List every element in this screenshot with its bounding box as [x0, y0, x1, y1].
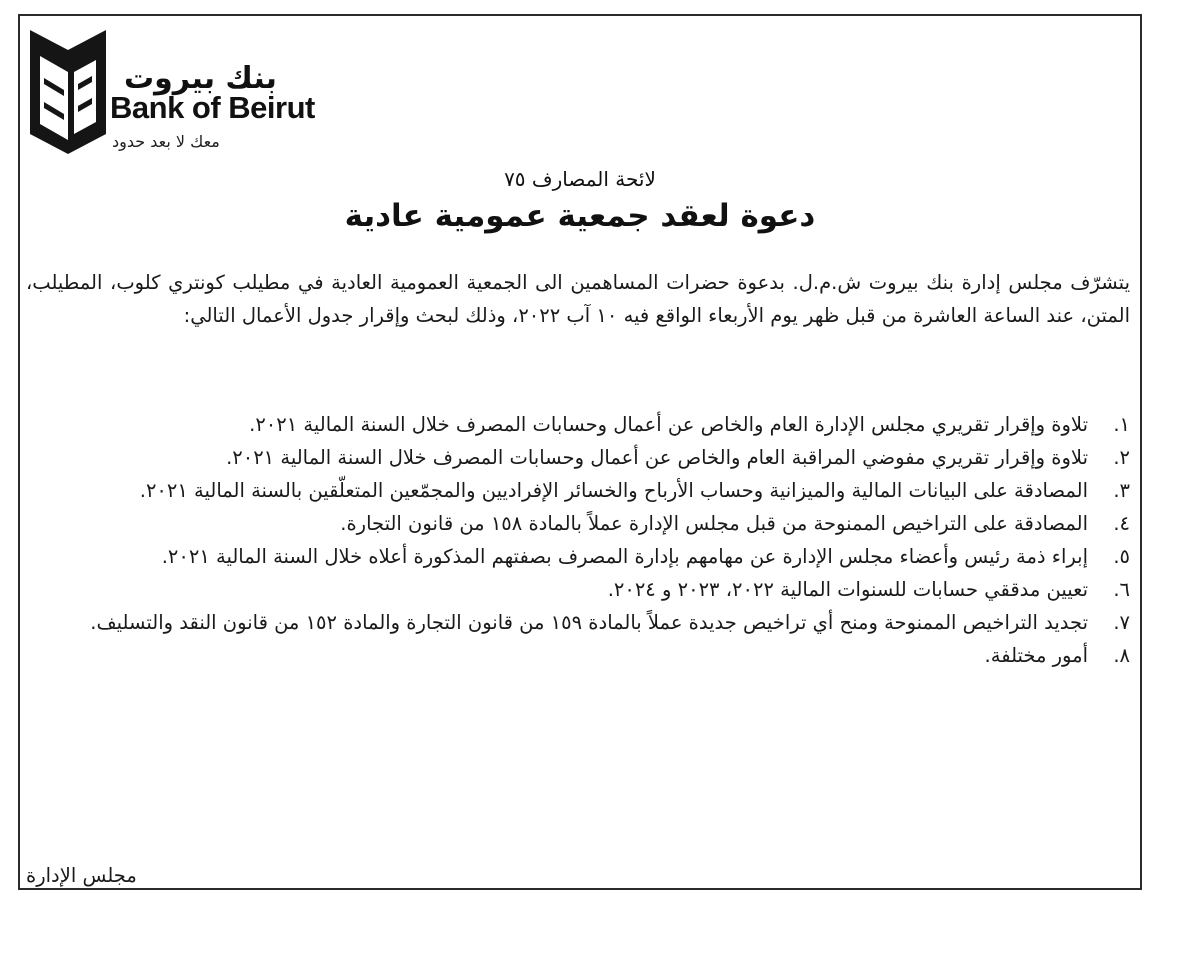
circular-reference: لائحة المصارف ٧٥ [504, 167, 656, 191]
agenda-text: أمور مختلفة. [984, 644, 1088, 667]
agenda-text: تلاوة وإقرار تقريري مجلس الإدارة العام والخاص عن أعمال وحسابات المصرف خلال السنة المالية ٢٠٢١. [249, 413, 1088, 436]
agenda-item [26, 639, 1130, 672]
agenda-item [26, 408, 1130, 441]
agenda-number: ٤. [1113, 512, 1130, 535]
agenda-text: تعيين مدققي حسابات للسنوات المالية ٢٠٢٢، ٢٠٢٣ و ٢٠٢٤. [607, 578, 1088, 601]
agenda-item [26, 540, 1130, 573]
logo-arabic-name: بنك بيروت [124, 61, 277, 96]
notice-header [20, 166, 1140, 238]
logo-tagline: معك لا بعد حدود [112, 132, 220, 151]
agenda-text: تجديد التراخيص الممنوحة ومنح أي تراخيص جديدة عملاً بالمادة ١٥٩ من قانون التجارة والمادة ١٥٢ من قانون النقد والتسليف. [90, 611, 1088, 634]
intro-paragraph: يتشرّف مجلس إدارة بنك بيروت ش.م.ل. بدعوة حضرات المساهمين الى الجمعية العمومية العادية في مطيلب كونتري كلوب، المطيلب، المتن، عند الساعة العاشرة من قبل ظهر يوم الأربعاء الواقع فيه ١٠ آب ٢٠٢٢، وذلك لبحث وإقرار جدول الأعمال التالي: [26, 271, 1130, 327]
agenda-number: ٨. [1113, 644, 1130, 667]
notice-frame [18, 14, 1142, 890]
agenda-item [26, 507, 1130, 540]
agenda-number: ٢. [1113, 446, 1130, 469]
bank-of-beirut-logo-mark-icon [28, 22, 108, 162]
agenda-number: ١. [1113, 413, 1130, 436]
signature-board: مجلس الإدارة [26, 864, 137, 887]
agenda-item [26, 606, 1130, 639]
agenda-number: ٧. [1113, 611, 1130, 634]
agenda-text: المصادقة على البيانات المالية والميزانية وحساب الأرباح والخسائر الإفراديين والمجمّعين المتعلّقين بالسنة المالية ٢٠٢١. [139, 479, 1088, 502]
agenda-number: ٦. [1113, 578, 1130, 601]
agenda-number: ٣. [1113, 479, 1130, 502]
agenda-text: المصادقة على التراخيص الممنوحة من قبل مجلس الإدارة عملاً بالمادة ١٥٨ من قانون التجارة. [340, 512, 1088, 535]
logo-english-name: Bank of Beirut [110, 90, 315, 125]
agenda-text: تلاوة وإقرار تقريري مفوضي المراقبة العام والخاص عن أعمال وحسابات المصرف خلال السنة المالية ٢٠٢١. [226, 446, 1088, 469]
agenda-item [26, 474, 1130, 507]
bank-logo [28, 22, 318, 162]
agenda-item [26, 441, 1130, 474]
agenda-text: إبراء ذمة رئيس وأعضاء مجلس الإدارة عن مهامهم بإدارة المصرف بصفتهم المذكورة أعلاه خلال السنة المالية ٢٠٢١. [161, 545, 1088, 568]
agenda-list [26, 408, 1130, 672]
agenda-item [26, 573, 1130, 606]
notice-title: دعوة لعقد جمعية عمومية عادية [344, 198, 816, 234]
agenda-number: ٥. [1113, 545, 1130, 568]
